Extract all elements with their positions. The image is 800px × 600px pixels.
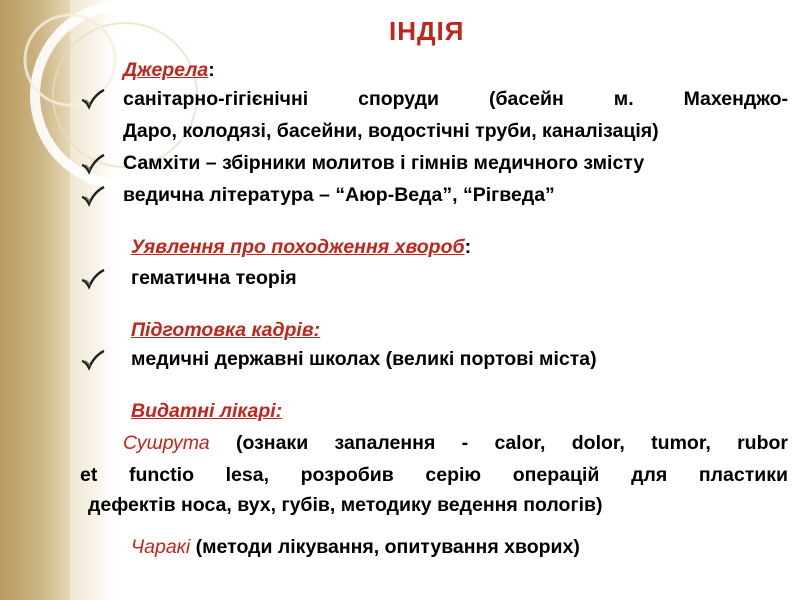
sources-item-3: ведична література – “Аюр-Веда”, “Рігведа” [123, 184, 555, 206]
checkmark-icon [80, 88, 106, 110]
checkmark-icon [80, 185, 106, 207]
sushruta-line1 [123, 431, 788, 455]
sources-item-1-line1: санітарно-гігієнічні споруди (басейн м. Махенджо- [123, 88, 788, 110]
doctors-heading-wrap [131, 399, 282, 423]
page-title: ІНДІЯ [389, 16, 465, 46]
sources-item-1-line2: Даро, колодязі, басейни, водостічні труби, каналізація) [123, 120, 659, 142]
sushruta-line3: дефектів носа, вух, губів, методику ведення пологів) [88, 494, 603, 516]
disease-heading-wrap: Уявлення про походження хвороб: [131, 236, 472, 258]
disease-heading: Уявлення про походження хвороб [131, 236, 465, 258]
charaka-line [131, 535, 580, 559]
sources-heading-wrap: Джерела: [123, 59, 215, 81]
sources-item-2: Самхіти – збірники молитов і гімнів медичного змісту [123, 152, 645, 174]
training-heading-wrap [131, 318, 320, 342]
sushruta-name: Сушрута [123, 432, 210, 454]
sushruta-line2: et functio lesa, розробив серію операцій для пластики [80, 464, 788, 486]
charaka-text: (методи лікування, опитування хворих) [195, 536, 580, 558]
checkmark-icon [80, 153, 106, 175]
sources-heading: Джерела [123, 59, 209, 81]
sushruta-text-1: (ознаки запалення - calor, dolor, tumor, rubor [235, 432, 788, 454]
training-item: медичні державні школах (великі портові міста) [131, 348, 597, 370]
charaka-name: Чаракі [131, 536, 191, 558]
checkmark-icon [80, 349, 106, 371]
disease-item: гематична теорія [131, 267, 297, 289]
training-heading: Підготовка кадрів: [131, 319, 321, 341]
checkmark-icon [80, 268, 106, 290]
doctors-heading: Видатні лікарі: [131, 400, 283, 422]
